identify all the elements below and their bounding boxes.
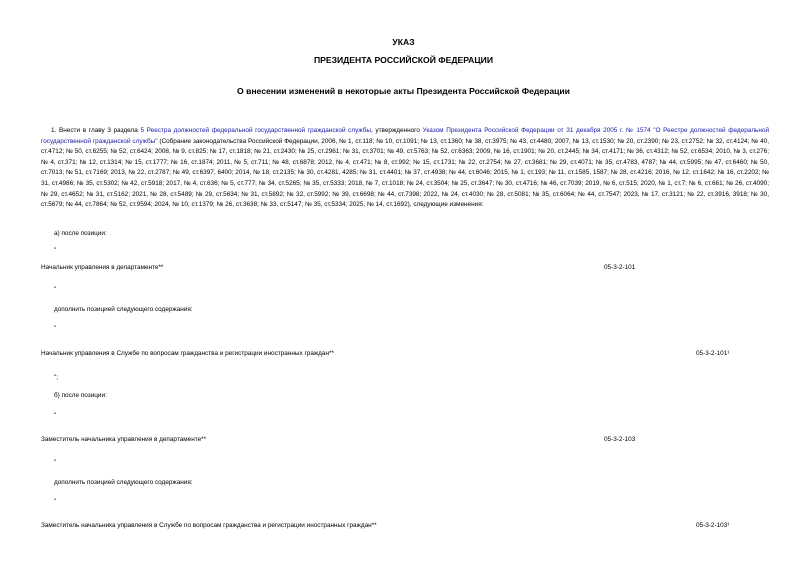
- close-quote: ";: [54, 374, 59, 381]
- open-quote: ": [54, 247, 57, 254]
- open-quote: ": [54, 325, 57, 332]
- position-code: 05-3-2-101: [604, 264, 636, 271]
- item-a-label: а) после позиции:: [54, 230, 107, 237]
- position-name: Заместитель начальника управления в Службе по вопросам гражданства и регистрации иностранных граждан**: [41, 522, 377, 529]
- position-name: Начальник управления в департаменте**: [41, 264, 164, 271]
- position-name: Заместитель начальника управления в департаменте**: [41, 436, 207, 443]
- item-b-label: б) после позиции:: [54, 392, 107, 399]
- close-quote: ": [54, 459, 57, 466]
- document-title: УКАЗ: [392, 37, 415, 47]
- document-subject: О внесении изменений в некоторые акты Президента Российской Федерации: [237, 86, 570, 96]
- open-quote: ": [54, 412, 57, 419]
- position-name: Начальник управления в Службе по вопросам гражданства и регистрации иностранных граждан**: [41, 350, 334, 357]
- position-code: 05-3-2-101¹: [696, 350, 730, 357]
- add-position-label: дополнить позицией следующего содержания:: [54, 479, 193, 486]
- position-code: 05-3-2-103¹: [696, 522, 730, 529]
- close-quote: ": [54, 286, 57, 293]
- intro-text-2: , утвержденного: [370, 127, 423, 134]
- intro-paragraph: [41, 126, 769, 211]
- document-issuer: ПРЕЗИДЕНТА РОССИЙСКОЙ ФЕДЕРАЦИИ: [313, 55, 494, 65]
- decree-link[interactable]: Указом Президента Российской Федерации от 31 декабря 2005 г. № 1574 "О Реестре должностей федеральной государственной гражданской службы": [41, 127, 770, 145]
- add-position-label: дополнить позицией следующего содержания:: [54, 306, 193, 313]
- intro-text-1: 1. Внести в главу 3 раздела: [51, 127, 141, 134]
- open-quote: ": [54, 498, 57, 505]
- registry-link[interactable]: 5 Реестра должностей федеральной государственной гражданской службы: [140, 127, 371, 134]
- intro-text-3: (Собрание законодательства Российской Федерации, 2006, № 1, ст.118; № 10, ст.1091; № 13, ст.1360; № 38, ст.3975; № 43, ст.4480; 2007, № 13, ст.1530; № 20, ст.2390; № 23, ст.2752; № 32, ст.4124; № 40, ст.4712; № 50, ст.6255; № 52, ст.6424; 2008, № 9, ст.825; № 17, ст.1818; № 21, ст.2430; № 25, ст.2961; № 31, ст.3701; № 49, ст.5763; № 52, ст.6363; 2009, № 16, ст.1901; № 20, ст.2445; № 34, ст.4171; № 36, ст.4312; № 52, ст.6534; 2010, № 3, ст.276; № 4, ст.371; № 12, ст.1314; № 15, ст.1777; № 16, ст.1874; 2011, № 5, ст.711; № 48, ст.6878; 2012, № 4, ст.471; № 8, ст.992; № 15, ст.1731; № 22, ст.2754; № 27, ст.3681; № 29, ст.4071; № 35, ст.4783, 4787; № 44, ст.5995; № 47, ст.6460; № 50, ст.7013; № 51, ст.7169; 2013, № 22, ст.2787; № 49, ст.6397, 6400; 2014, № 18, ст.2135; № 30, ст.4281, 4285; № 31, ст.4401; № 37, ст.4938; № 44, ст.6046; 2015, № 1, ст.193; № 11, ст.1585, 1587; № 28, ст.4216; 2016, № 12, ст.1642; № 16, ст.2202; № 31, ст.4986; № 35, ст.5302; № 42, ст.5918; 2017, № 4, ст.636; № 5, ст.777; № 34, ст.5265; № 35, ст.5333; 2018, № 7, ст.1018; № 24, ст.3504; № 25, ст.3647; № 30, ст.4716; № 46, ст.7039; 2019, № 6, ст.515; 2020, № 1, ст.7; № 6, ст.661; № 26, ст.4090; № 29, ст.4652; № 31, ст.5162; 2021, № 28, ст.5489; № 29, ст.5634; № 31, ст.5892; № 32, ст.5992; № 39, ст.6698; № 44, ст.7398; 2022, № 24, ст.4030; № 28, ст.5081; № 35, ст.6064; № 44, ст.7547; 2023, № 17, ст.3121; № 22, ст.3916, 3918; № 30, ст.5679; № 44, ст.7864; № 52, ст.9594; 2024, № 10, ст.1379; № 26, ст.3638; № 33, ст.5147; № 35, ст.5334; 2025, № 14, ст.1692), следующие изменения:: [41, 137, 769, 209]
- position-code: 05-3-2-103: [604, 436, 636, 443]
